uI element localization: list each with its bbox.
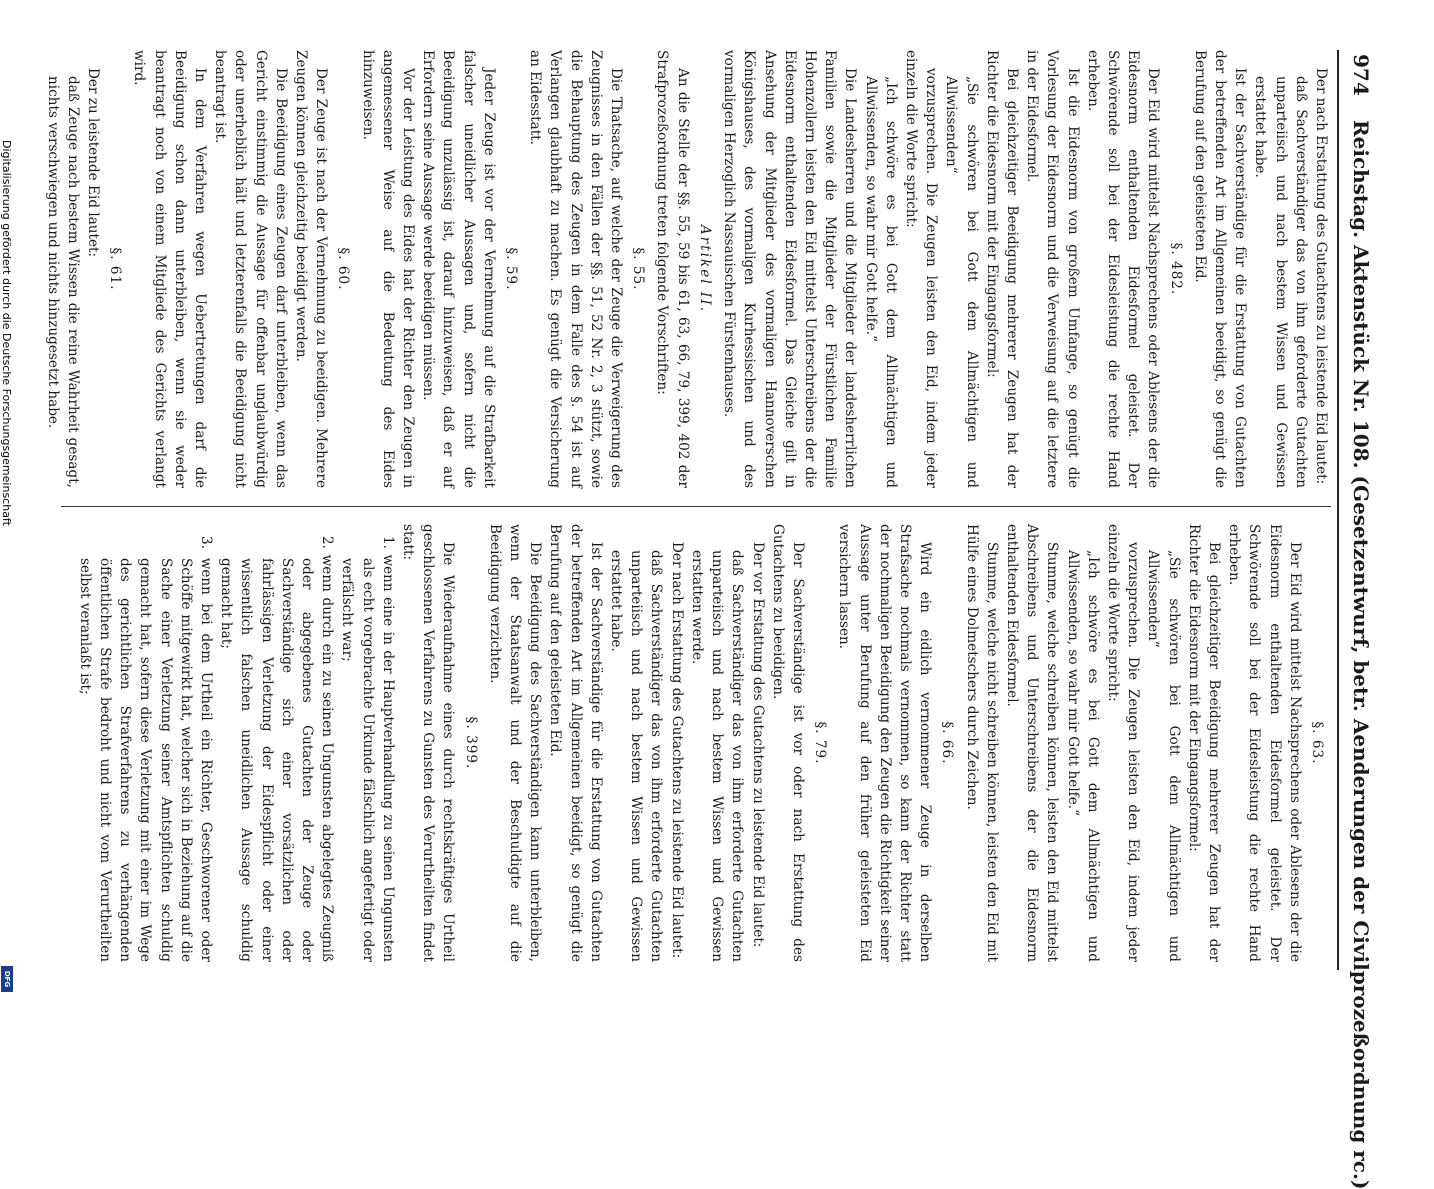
dfg-logo (1, 966, 13, 992)
page-number: 974 (1349, 54, 1373, 96)
right-paragraph: Stumme, welche schreiben können, leisten den Eid mittelst Abschreibens und Unterschreibens der die Eidesnorm enthaltenden Eidesformel. (1003, 524, 1061, 962)
right-paragraph: Der Eid wird mittelst Nachsprechens oder Ablesens der die Eidesnorm enthaltenden Eidesformel geleistet. Der Schwörende soll bei der Eidesleistung die rechte Hand erheben. (1226, 524, 1303, 962)
page-header (1341, 50, 1375, 1189)
left-paragraph: Der Zeuge ist nach der Vernehmung zu beeidigen. Mehrere Zeugen können gleichzeitig beeidigt werden. (293, 50, 330, 488)
right-numbered-item: 1. wenn eine in der Hauptverhandlung zu seinen Ungunsten als echt vorgebrachte Urkunde fälschlich angefertigt oder verfälscht war; (339, 536, 396, 962)
right-column (61, 524, 1331, 962)
right-section-heading: §. 66. (939, 721, 956, 765)
left-paragraph: Ist der Sachverständige für die Erstattung von Gutachten der betreffenden Art im Allgemeinen beeidigt, so genügt die Berufung auf den geleisteten Eid. (1191, 50, 1249, 488)
header-rule (1337, 50, 1339, 970)
left-paragraph: Der nach Erstattung des Gutachtens zu leistende Eid lautet: (1313, 68, 1329, 485)
left-article-heading: Artikel II. (696, 224, 713, 314)
right-section-heading: §. 399. (462, 716, 479, 770)
left-paragraph: vorzusprechen. Die Zeugen leisten den Eid, indem jeder einzeln die Worte spricht: (902, 50, 940, 488)
left-oath-formula: „Sie schwören bei Gott dem Allmächtigen und Allwissenden“ (943, 76, 980, 488)
right-paragraph: Die Wiederaufnahme eines durch rechtskräftiges Urtheil geschlossenen Verfahrens zu Gunsten des Verurtheilten findet statt: (400, 524, 457, 962)
left-column (44, 50, 1331, 488)
left-paragraph: An die Stelle der §§. 55, 59 bis 61, 63, 66, 79, 399, 402 der Strafprozeßordnung treten folgende Vorschriften: (654, 50, 691, 488)
left-paragraph: Die Beeidigung eines Zeugen darf unterbleiben, wenn das Gericht einstimmig die Aussage für offenbar unglaubwürdig oder unerheblich hält und letzterenfalls die Beeidigung nicht beantragt ist. (212, 50, 289, 488)
right-paragraph: Der Sachverständige ist vor oder nach Erstattung des Gutachtens zu beeidigen. (769, 524, 806, 962)
left-paragraph: Die Landesherren und die Mitglieder der landesherrlichen Familien sowie die Mitglieder der Fürstlichen Familie Hohenzollern leisten den Eid mittelst Unterschreibens der die Eidesnorm enthaltenden Eidesformel. Das Gleiche gilt in Ansehung der Mitglieder des vormaligen Hannoverschen Königshauses, des vormaligen Kurhessischen und des vormaligen Herzoglich Nassauischen Fürstenhauses. (721, 50, 859, 488)
digitization-credit (1, 140, 15, 1000)
right-paragraph: Ist der Sachverständige für die Erstattung von Gutachten der betreffenden Art im Allgemeinen beeidigt, so genügt die Berufung auf den geleisteten Eid. (547, 524, 604, 962)
running-title: Reichstag. Aktenstück Nr. 108. (Gesetzentwurf, betr. Aenderungen der Civilprozeßordnung rc.) (1349, 120, 1373, 1189)
left-paragraph: Vor der Leistung des Eides hat der Richter den Zeugen in angemessener Weise auf die Bedeutung des Eides hinzuweisen. (359, 50, 417, 488)
left-paragraph: In dem Verfahren wegen Uebertretungen darf die Beeidigung schon dann unterbleiben, wenn sie weder beantragt noch von einem Mitgliede des Gerichts verlangt wird. (131, 50, 209, 488)
left-section-heading: §. 61. (107, 247, 124, 291)
right-oath-formula: „Sie schwören bei Gott dem Allmächtigen und Allwissenden“ (1145, 550, 1182, 962)
credit-text: Digitalisierung gefördert durch die Deutsche Forschungsgemeinschaft (0, 140, 13, 526)
right-paragraph: Stumme, welche nicht schreiben können, leisten den Eid mit Hülfe eines Dolmetschers durch Zeichen. (963, 524, 1000, 962)
left-paragraph: Ist die Eidesnorm von großem Umfange, so genügt die Vorlesung der Eidesnorm und die Verweisung auf die letztere in der Eidesformel. (1024, 50, 1081, 488)
dfg-logo-text: DFG (3, 970, 11, 988)
right-numbered-item: 2. wenn durch ein zu seinen Ungunsten abgelegtes Zeugniß oder abgegebenes Gutachten der Zeuge oder Sachverständige sich einer vorsätzlichen oder fahrlässigen Verletzung der Eidespflicht oder einer wissentlich falschen uneidlichen Aussage schuldig gemacht hat; (218, 536, 336, 962)
left-section-heading: §. 482. (1167, 242, 1184, 296)
right-oath-formula: daß Sachverständiger das von ihm erforderte Gutachten unparteiisch und nach bestem Wissen und Gewissen erstatten werde. (688, 550, 746, 962)
left-paragraph: Bei gleichzeitiger Beeidigung mehrerer Zeugen hat der Richter die Eidesnorm mit der Eingangsformel: (983, 50, 1020, 488)
right-paragraph: Bei gleichzeitiger Beeidigung mehrerer Zeugen hat der Richter die Eidesnorm mit der Eingangsformel: (1185, 524, 1222, 962)
rotated-document-page (44, 50, 1375, 1189)
right-paragraph: Die Beeidigung des Sachverständigen kann unterbleiben, wenn der Staatsanwalt und der Beschuldigte auf die Beeidigung verzichten. (486, 524, 544, 962)
right-paragraph: Der vor Erstattung des Gutachtens zu leistende Eid lautet: (749, 542, 766, 948)
right-numbered-item: 3. wenn bei dem Urtheil ein Richter, Geschworener oder Schöffe mitgewirkt hat, welcher sich in Beziehung auf die Sache einer Verletzung seiner Amtspflichten schuldig gemacht hat, sofern diese Verletzung mit einer im Wege des gerichtlichen Strafverfahrens zu verhängenden öffentlichen Strafe bedroht und nicht vom Verurtheilten selbst veranlaßt ist; (76, 536, 215, 962)
right-paragraph: Der nach Erstattung des Gutachtens zu leistende Eid lautet: (668, 542, 685, 959)
right-oath-formula: „Ich schwöre es bei Gott dem Allmächtigen und Allwissenden, so wahr mir Gott helfe.“ (1064, 550, 1101, 962)
right-section-heading: §. 79. (812, 721, 829, 765)
left-paragraph: Die Thatsache, auf welche der Zeuge die Verweigerung des Zeugnisses in den Fällen der §§. 51, 52 Nr. 2, 3 stützt, sowie die Behauptung des Zeugen in dem Falle des §. 54 ist auf Verlangen glaubhaft zu machen. Es genügt die Versicherung an Eidesstatt. (527, 50, 625, 488)
column-divider (61, 506, 1331, 507)
right-section-heading: §. 63. (1309, 721, 1325, 765)
left-paragraph: Jeder Zeuge ist vor der Vernehmung auf die Strafbarkeit falscher uneidlicher Aussagen und, sofern nicht die Beeidigung unzulässig ist, darauf hinzuweisen, daß er auf Erfordern seine Aussage werde beeidigen müssen. (420, 50, 497, 488)
right-paragraph: vorzusprechen. Die Zeugen leisten den Eid, indem jeder einzeln die Worte spricht: (1104, 524, 1142, 962)
right-paragraph: Wird ein eidlich vernommener Zeuge in derselben Strafsache nochmals vernommen, so kann der Richter statt der nochmaligen Beeidigung den Zeugen die Richtigkeit seiner Aussage unter Berufung auf den früher geleisteten Eid versichern lassen. (836, 524, 934, 962)
left-section-heading: §. 55. (630, 247, 647, 291)
left-section-heading: §. 60. (335, 247, 352, 291)
left-paragraph: Der Eid wird mittelst Nachsprechens oder Ablesens der die Eidesnorm enthaltenden Eidesformel geleistet. Der Schwörende soll bei der Eidesleistung die rechte Hand erheben. (1084, 50, 1162, 488)
left-oath-formula: daß Sachverständiger das von ihm geforderte Gutachten unparteiisch und nach bestem Wissen und Gewissen erstattet habe. (1252, 76, 1309, 488)
left-oath-formula: daß Zeuge nach bestem Wissen die reine Wahrheit gesagt, nichts verschwiegen und nichts hinzugesetzt habe. (44, 76, 81, 488)
left-section-heading: §. 59. (503, 247, 520, 291)
left-paragraph: Der zu leistende Eid lautet: (85, 68, 102, 258)
left-oath-formula: „Ich schwöre es bei Gott dem Allmächtigen und Allwissenden, so wahr mir Gott helfe.“ (862, 76, 899, 488)
right-oath-formula: daß Sachverständiger das von ihm erforderte Gutachten unparteiisch und nach bestem Wissen und Gewissen erstattet habe. (608, 550, 665, 962)
